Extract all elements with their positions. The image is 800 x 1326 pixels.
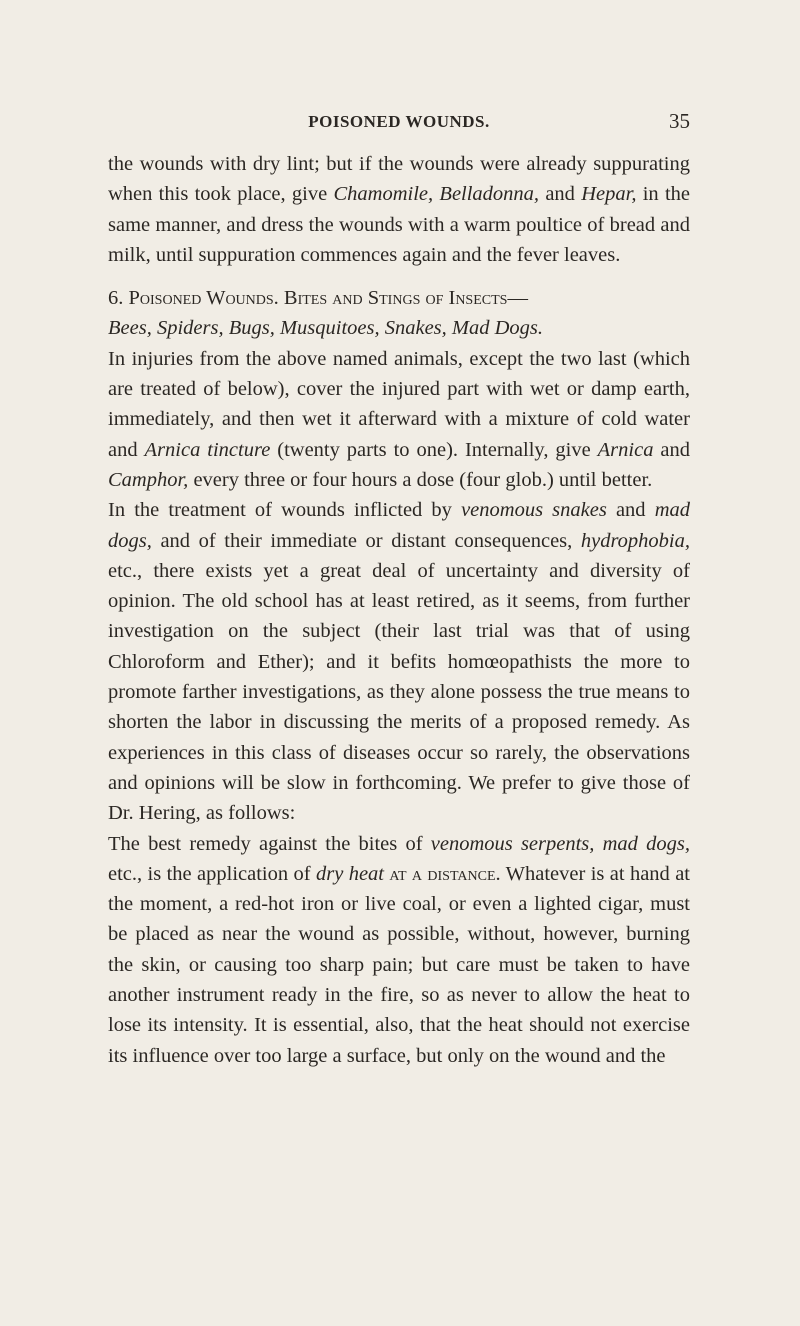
remedy-name: Camphor,	[108, 468, 189, 491]
text-run: in the same manner, and dress the wounds with a warm poultice of bread and milk, until suppuration commences again and the fever leaves.	[108, 183, 690, 266]
paragraph-best-remedy	[108, 829, 690, 1071]
text-run: and of their immediate or distant consequences,	[151, 529, 581, 552]
emphasis: venomous snakes	[461, 499, 607, 522]
text-run: and	[539, 183, 582, 206]
text-run: In the treatment of wounds inflicted by	[108, 499, 462, 522]
text-run: the wounds with dry lint; but if the wounds were already suppurating when this took place, give	[108, 153, 690, 206]
paragraph-treatment	[108, 495, 690, 828]
body-text	[108, 149, 690, 1071]
running-head-title: POISONED WOUNDS.	[308, 112, 490, 131]
text-run: In injuries from the above named animals, except the two last (which are treated of below), cover the injured part with wet or damp earth, immediately, and then wet it afterward with a mixture of cold water and	[108, 347, 690, 461]
emphasis: venomous serpents, mad dogs,	[430, 832, 690, 855]
emphasis: dry heat	[315, 862, 384, 885]
text-run: and	[606, 499, 655, 522]
text-run: Whatever is at hand at the moment, a red-hot iron or live coal, or even a lighted cigar, must be placed as near the wound as possible, without, however, burning the skin, or causing too sharp pain; but care must be taken to have another instrument ready in the fire, so as never to allow the heat to lose its intensity. It is essential, also, that the heat should not exercise its influence over too large a surface, but only on the wound and the	[108, 862, 690, 1067]
remedy-name: Arnica tincture	[144, 438, 271, 461]
section-heading	[108, 283, 690, 344]
text-run: etc., there exists yet a great deal of uncertainty and diversity of opinion. The old school has at least retired, as it seems, from further investigation on the subject (their last trial was that of using Chloroform and Ether); and it befits homœopathists the more to promote farther investigations, as they alone possess the true means to shorten the labor in discussing the merits of a proposed remedy. As experiences in this class of diseases occur so rarely, the observations and opinions will be slow in forthcoming. We prefer to give those of Dr. Hering, as follows:	[108, 559, 690, 825]
paragraph-injuries	[108, 344, 690, 495]
running-head	[108, 109, 690, 136]
remedy-name: Hepar,	[581, 183, 637, 206]
text-run: The best remedy against the bites of	[108, 832, 431, 855]
text-run: etc., is the application of	[108, 862, 316, 885]
small-caps-emphasis: at a distance.	[389, 862, 501, 885]
text-run: (twenty parts to one). Internally, give	[270, 438, 598, 461]
section-subtitle: Bees, Spiders, Bugs, Musquitoes, Snakes, Mad Dogs.	[108, 317, 544, 340]
paragraph-continuation	[108, 149, 690, 270]
section-number: 6.	[108, 287, 129, 310]
page-number: 35	[669, 109, 690, 133]
remedy-name: Arnica	[597, 438, 654, 461]
text-run: and	[653, 438, 690, 461]
emphasis: mad dogs,	[108, 499, 690, 552]
emphasis: hydrophobia,	[580, 529, 690, 552]
remedy-names: Chamomile, Belladonna,	[333, 183, 540, 206]
section-title: Poisoned Wounds. Bites and Stings of Insects—	[128, 287, 528, 310]
text-run: every three or four hours a dose (four glob.) until better.	[188, 468, 653, 491]
